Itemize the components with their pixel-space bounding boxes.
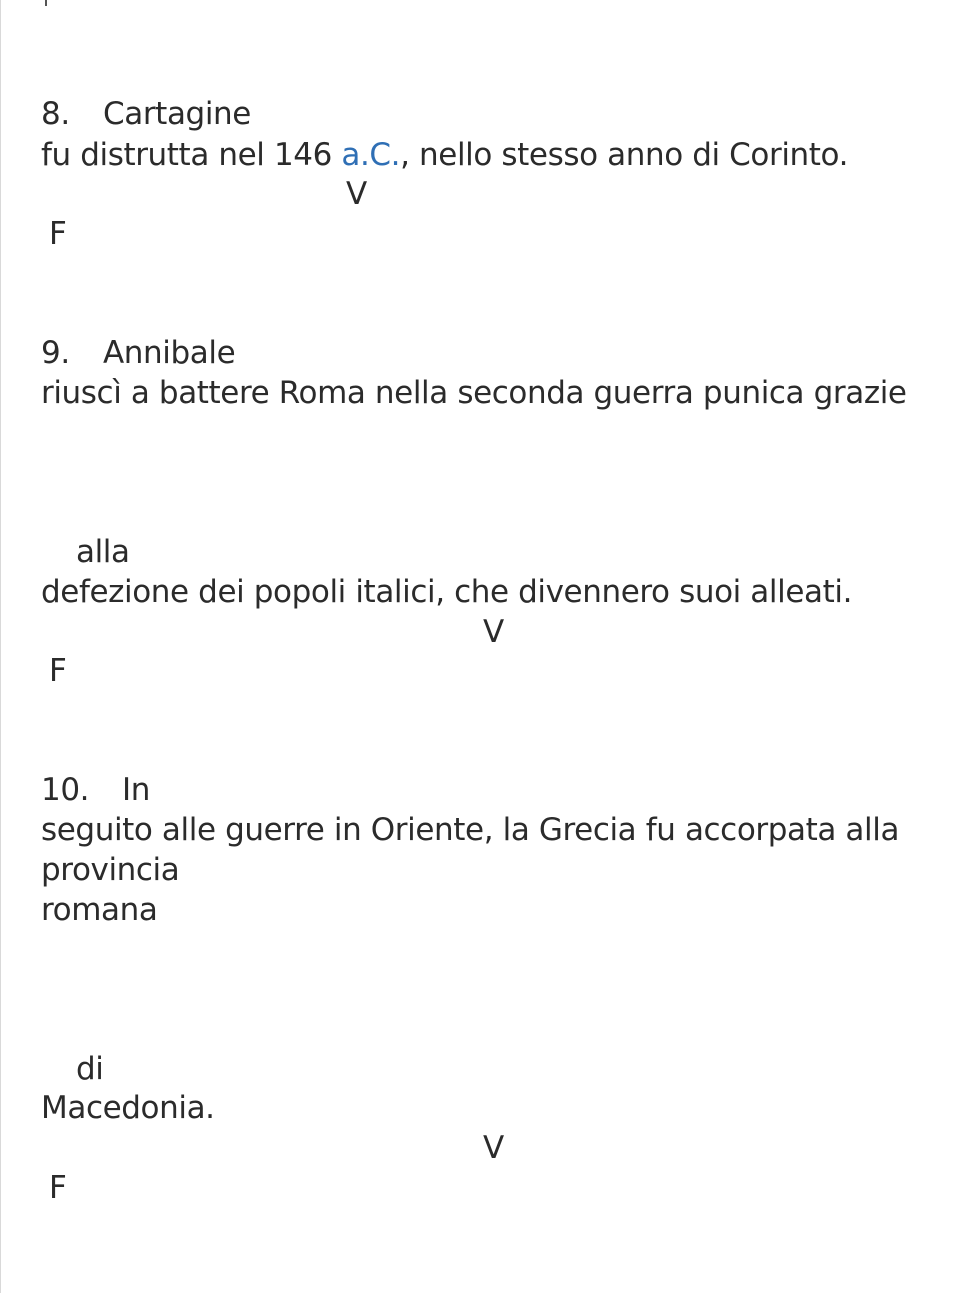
question-text: defezione dei popoli italici, che divennero suoi alleati. — [41, 574, 853, 610]
question-subject: In — [122, 772, 150, 808]
true-option[interactable]: V — [483, 1130, 504, 1166]
question-text: riuscì a battere Roma nella seconda guerra punica grazie — [41, 375, 907, 411]
false-option[interactable]: F — [49, 1170, 67, 1206]
abbreviation-link[interactable]: a.C. — [341, 137, 401, 173]
question-text: romana — [41, 892, 158, 928]
question-text: di — [76, 1051, 104, 1087]
question-subject: Cartagine — [103, 96, 251, 132]
false-option[interactable]: F — [49, 216, 67, 252]
scroll-edge-mark — [45, 0, 47, 6]
question-text-part: fu distrutta nel 146 — [41, 137, 342, 173]
question-number: 9. — [41, 335, 70, 371]
question-text: provincia — [41, 852, 180, 888]
question-subject: Annibale — [103, 335, 236, 371]
question-number: 10. — [41, 772, 90, 808]
question-text: Macedonia. — [41, 1090, 215, 1126]
question-text-part: , nello stesso anno di Corinto. — [400, 137, 849, 173]
true-option[interactable]: V — [483, 614, 504, 650]
question-text: seguito alle guerre in Oriente, la Grecia fu accorpata alla — [41, 812, 900, 848]
false-option[interactable]: F — [49, 653, 67, 689]
question-number: 8. — [41, 96, 70, 132]
true-option[interactable]: V — [346, 176, 367, 212]
question-text: alla — [76, 534, 130, 570]
question-text — [41, 135, 848, 175]
